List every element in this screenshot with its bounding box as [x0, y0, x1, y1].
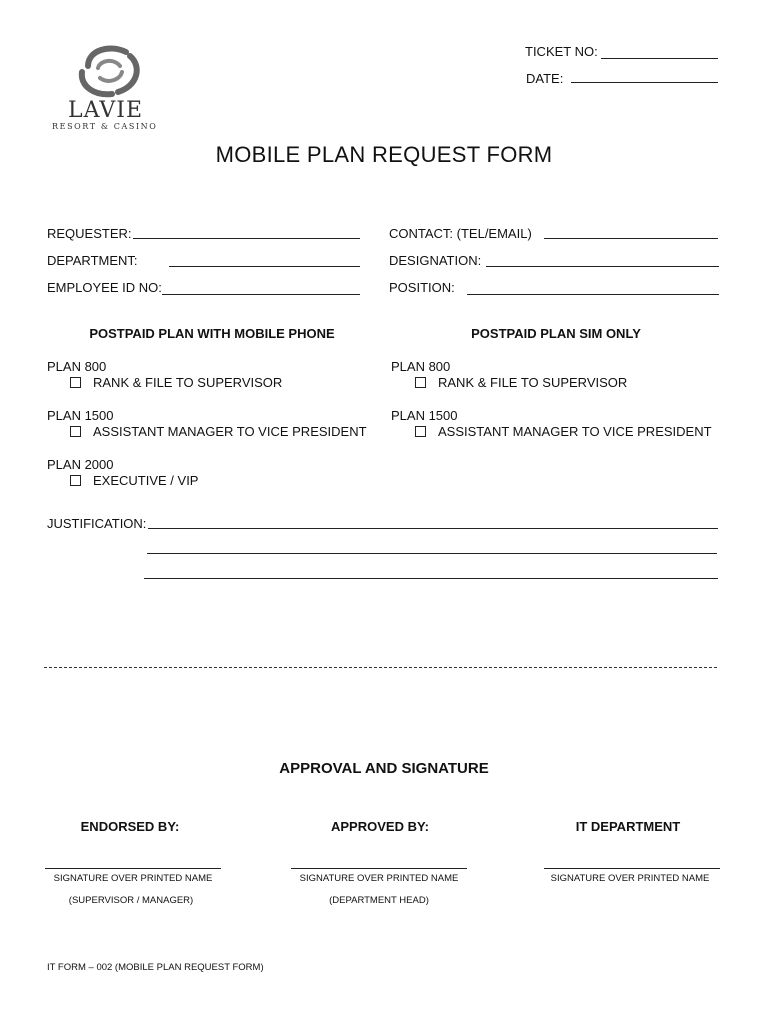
requester-label: REQUESTER: [47, 226, 132, 241]
ticket-label: TICKET NO: [525, 44, 598, 59]
position-input[interactable] [467, 294, 719, 295]
position-label: POSITION: [389, 280, 455, 295]
justification-input-line-1[interactable] [148, 528, 718, 529]
swirl-logo-icon [48, 42, 170, 98]
plan-option-label: ASSISTANT MANAGER TO VICE PRESIDENT [438, 424, 712, 439]
endorsed-heading: ENDORSED BY: [80, 819, 180, 834]
plan-name: PLAN 800 [391, 359, 451, 374]
plan-name: PLAN 1500 [47, 408, 114, 423]
plan-option-label: EXECUTIVE / VIP [93, 473, 199, 488]
approval-title: APPROVAL AND SIGNATURE [279, 760, 489, 777]
endorsed-signature-line[interactable] [45, 868, 221, 869]
plan-option[interactable] [415, 375, 627, 390]
plan-option-label: RANK & FILE TO SUPERVISOR [438, 375, 628, 390]
plan-name: PLAN 2000 [47, 457, 114, 472]
plan-option[interactable] [70, 424, 367, 439]
approved-heading: APPROVED BY: [331, 819, 429, 834]
plans-left-heading: POSTPAID PLAN WITH MOBILE PHONE [89, 326, 335, 341]
department-input[interactable] [169, 266, 360, 267]
signature-caption: SIGNATURE OVER PRINTED NAME [53, 873, 213, 884]
contact-input[interactable] [544, 238, 718, 239]
ticket-input[interactable] [601, 58, 718, 59]
justification-label: JUSTIFICATION: [47, 516, 147, 531]
plan-option-label: ASSISTANT MANAGER TO VICE PRESIDENT [93, 424, 367, 439]
signature-caption: SIGNATURE OVER PRINTED NAME [550, 873, 710, 884]
plan-name: PLAN 1500 [391, 408, 458, 423]
designation-input[interactable] [486, 266, 719, 267]
it-department-heading: IT DEPARTMENT [575, 819, 681, 834]
plan-name: PLAN 800 [47, 359, 107, 374]
justification-input-line-3[interactable] [144, 578, 718, 579]
checkbox[interactable] [415, 377, 426, 388]
signature-caption: SIGNATURE OVER PRINTED NAME [299, 873, 459, 884]
checkbox[interactable] [70, 475, 81, 486]
checkbox[interactable] [70, 377, 81, 388]
department-label: DEPARTMENT: [47, 253, 138, 268]
logo-tagline: RESORT & CASINO [52, 122, 158, 131]
dashed-divider [44, 667, 717, 668]
plan-option[interactable] [70, 473, 198, 488]
employee-id-input[interactable] [162, 294, 360, 295]
logo-name: LAVIE [68, 98, 144, 123]
designation-label: DESIGNATION: [389, 253, 482, 268]
approver-role: (DEPARTMENT HEAD) [329, 895, 429, 906]
approved-signature-line[interactable] [291, 868, 467, 869]
company-logo [48, 42, 170, 134]
it-signature-line[interactable] [544, 868, 720, 869]
contact-label: CONTACT: (TEL/EMAIL) [389, 226, 532, 241]
employee-id-label: EMPLOYEE ID NO: [47, 280, 162, 295]
form-title: MOBILE PLAN REQUEST FORM [215, 142, 553, 167]
justification-input-line-2[interactable] [147, 553, 717, 554]
requester-input[interactable] [133, 238, 360, 239]
plans-right-heading: POSTPAID PLAN SIM ONLY [471, 326, 641, 341]
endorser-role: (SUPERVISOR / MANAGER) [68, 895, 194, 906]
date-input[interactable] [571, 82, 718, 83]
date-label: DATE: [526, 71, 564, 86]
plan-option[interactable] [70, 375, 282, 390]
plan-option-label: RANK & FILE TO SUPERVISOR [93, 375, 283, 390]
form-footer-code: IT FORM – 002 (MOBILE PLAN REQUEST FORM) [47, 962, 264, 973]
plan-option[interactable] [415, 424, 712, 439]
checkbox[interactable] [415, 426, 426, 437]
checkbox[interactable] [70, 426, 81, 437]
